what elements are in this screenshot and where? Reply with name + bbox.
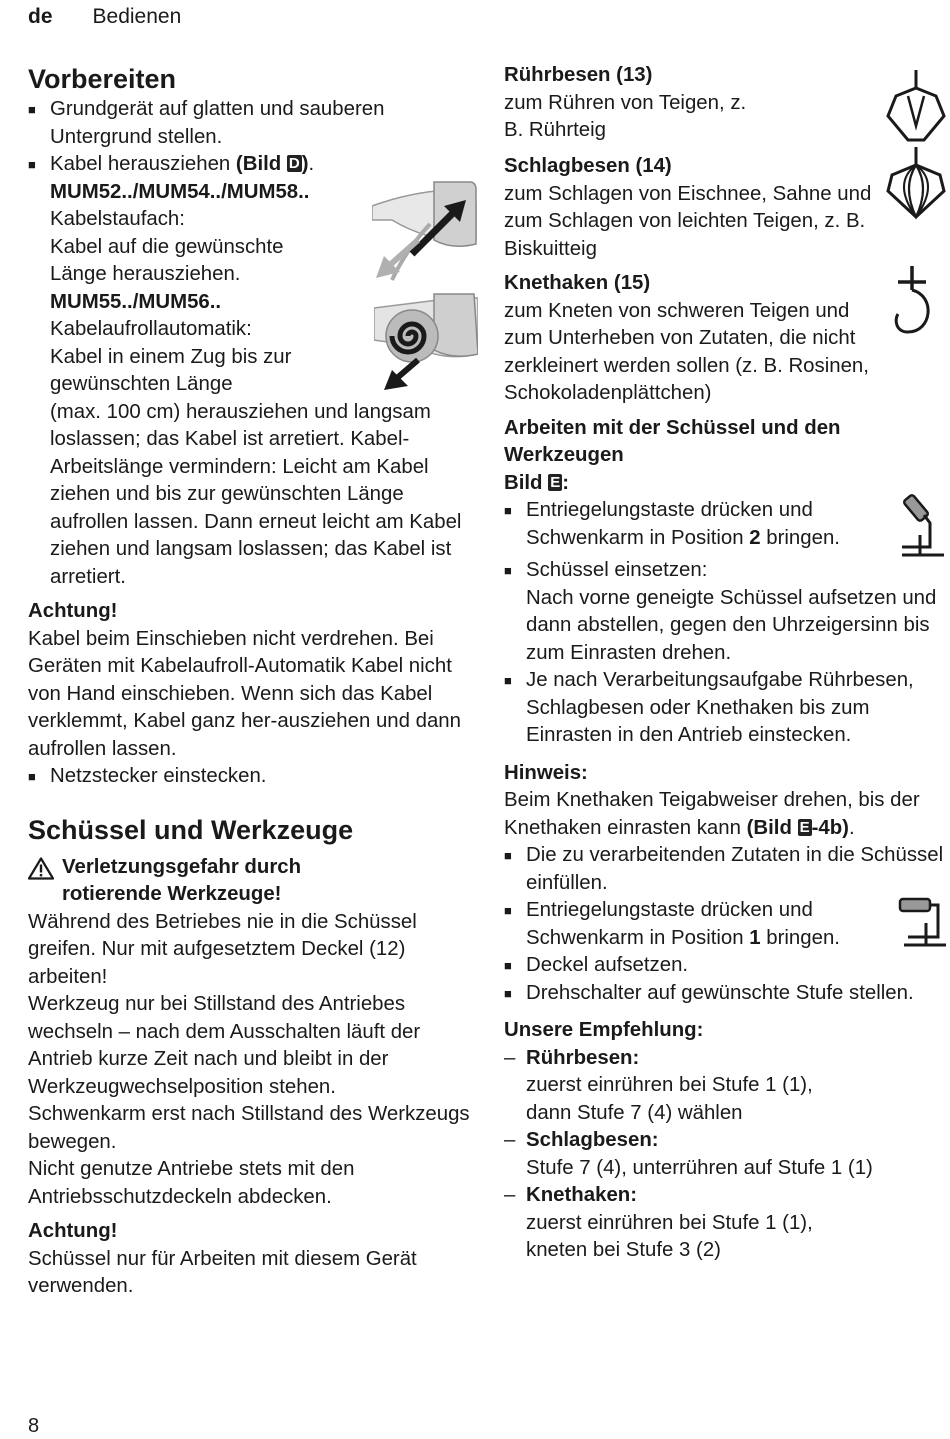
warning-line-1: Verletzungsgefahr durch [62,855,302,878]
empfehlung-heading: Unsere Empfehlung: [504,1019,704,1041]
balloon-whisk-icon [884,147,948,221]
swivel-arm-position-1-icon [898,893,948,947]
paragraph-betrieb: Während des Betriebes nie in die Schüssel greifen. Nur mit aufgesetztem Deckel (12) arbeiten! [28,910,417,988]
step-position-2: ■ Entriegelungstaste drücken und Schwenkarm in Position 2 bringen. [504,497,948,557]
language-code: de [28,5,53,28]
right-column [504,62,948,1265]
model-mum52: MUM52../MUM54../MUM58.. [50,180,310,203]
step-werkzeug-einstecken: ■ Je nach Verarbeitungsaufgabe Rührbesen, Schlagbesen oder Knethaken bis zum Einrasten in den Antrieb einstecken. [504,667,948,750]
knethaken-text: zum Kneten von schweren Teigen und zum Unterheben von Zutaten, die nicht zerkleinert werden sollen (z. B. Rosinen, Schokoladenplättchen) [504,299,869,404]
step-position-1: ■ Entriegelungstaste drücken und Schwenkarm in Position 1 bringen. [504,897,948,952]
model-mum55: MUM55../MUM56.. [50,290,222,313]
swivel-arm-position-2-icon [898,491,948,557]
achtung-text-1: Kabel beim Einschieben nicht verdrehen. Bei Geräten mit Kabelaufroll-Automatik Kabel nicht von Hand einschieben. Wenn sich das Kabel verklemmt, Kabel ganz her-ausziehen und dann aufrollen lassen. [28,627,461,760]
step-drehschalter: ■ Drehschalter auf gewünschte Stufe stellen. [504,980,948,1008]
bild-e-label: Bild E: [504,471,569,494]
recommendation-schlagbesen: – Schlagbesen: Stufe 7 (4), unterrühren auf Stufe 1 (1) [504,1127,948,1182]
step-schuessel-einsetzen: ■ Schüssel einsetzen: Nach vorne geneigte Schüssel aufsetzen und dann abstellen, gegen den Uhrzeigersinn bis zum Einrasten drehen. [504,557,948,667]
cable-instructions: (max. 100 cm) herausziehen und langsam loslassen; das Kabel ist arretiert. Kabel-Arbeitslänge vermindern: Leicht am Kabel ziehen und bis zur gewünschten Länge aufrollen lassen. Dann erneut leicht am Kabel ziehen und langsam loslassen; das Kabel ist arretiert. [50,400,462,588]
page-header [28,5,181,29]
hinweis-heading: Hinweis: [504,761,588,784]
tool-schlagbesen [504,153,948,263]
section-title: Bedienen [92,5,182,28]
figure-ref-d: D [288,155,300,172]
recommendation-knethaken: – Knethaken: zuerst einrühren bei Stufe 1 (1), kneten bei Stufe 3 (2) [504,1182,948,1265]
ruehrbesen-text: zum Rühren von Teigen, z. B. Rührteig [504,91,747,141]
tool-ruehrbesen [504,62,948,146]
knethaken-title: Knethaken (15) [504,272,651,294]
ruehrbesen-title: Rührbesen (13) [504,64,653,86]
step-zutaten: ■ Die zu verarbeitenden Zutaten in die Schüssel einfüllen. [504,842,948,897]
arbeiten-heading: Arbeiten mit der Schüssel und den Werkzeugen [504,416,841,466]
cable-reel-illustration [374,290,478,392]
cable-section: MUM52../MUM54../MUM58.. Kabelstaufach: Kabel auf die gewünschte Länge herausziehen. MUM55../MUM56.. Kabelaufrollautomatik: Kabel in einem Zug bis zur gewünschten Länge (max. 100 cm) herausziehen und langsam loslassen; das Kabel ist arretiert. Kabel-Arbeitslänge vermindern: Leicht am Kabel ziehen und bis zur gewünschten Länge aufrollen lassen. Dann erneut leicht am Kabel ziehen und langsam loslassen; das Kabel ist arretiert. [28,179,473,592]
warning-block [28,854,473,909]
achtung-heading-2: Achtung! [28,1220,118,1242]
page-number: 8 [28,1415,40,1437]
hinweis-text: Beim Knethaken Teigabweiser drehen, bis der Knethaken einrasten kann (Bild E-4b). [504,789,920,839]
bullet-grundgeraet: ■ Grundgerät auf glatten und sauberen Untergrund stellen. [28,96,473,151]
dough-hook-icon [892,266,942,338]
figure-ref-e: E [550,473,561,491]
achtung-heading-1: Achtung! [28,600,118,622]
paragraph-werkzeug: Werkzeug nur bei Stillstand des Antriebes wechseln – nach dem Ausschalten läuft der Antrieb kurze Zeit nach und bleibt in der Werkzeugwechselposition stehen. [28,993,421,1098]
bullet-netzstecker: ■ Netzstecker einstecken. [28,763,473,791]
paragraph-schwenkarm: Schwenkarm erst nach Stillstand des Werkzeugs bewegen. [28,1103,470,1153]
bullet-kabel-herausziehen: ■ Kabel herausziehen (Bild D). [28,151,473,179]
tool-knethaken [504,270,948,408]
heading-vorbereiten: Vorbereiten [28,64,177,94]
paragraph-antriebe: Nicht genutze Antriebe stets mit den Antriebsschutzdeckeln abdecken. [28,1158,355,1208]
achtung-text-2: Schüssel nur für Arbeiten mit diesem Gerät verwenden. [28,1247,417,1297]
heading-schuessel: Schüssel und Werkzeuge [28,814,354,845]
schlagbesen-text: zum Schlagen von Eischnee, Sahne und zum Schlagen von leichten Teigen, z. B. Biskuitteig [504,182,872,260]
whisk-flat-beater-icon [884,70,948,146]
figure-ref-e-4b: E [799,818,810,836]
cable-storage-illustration [372,180,478,284]
step-deckel: ■ Deckel aufsetzen. [504,952,948,980]
warning-triangle-icon [28,857,54,880]
warning-line-2: rotierende Werkzeuge! [62,883,282,905]
schlagbesen-title: Schlagbesen (14) [504,155,672,177]
recommendation-ruehrbesen: – Rührbesen: zuerst einrühren bei Stufe 1 (1), dann Stufe 7 (4) wählen [504,1045,948,1128]
